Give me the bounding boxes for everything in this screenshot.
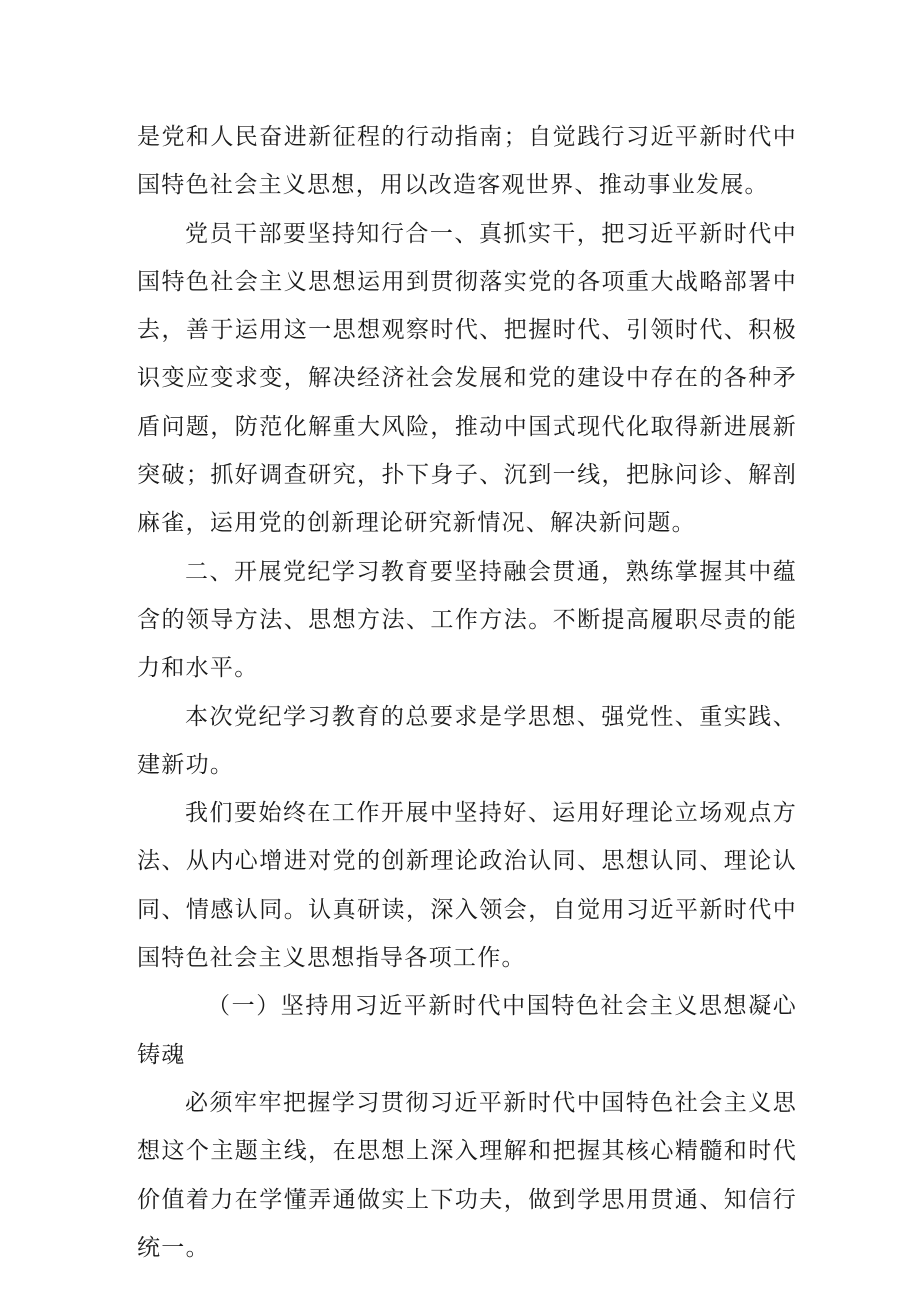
- document-body: [137, 113, 797, 1272]
- paragraph-general-requirement: 本次党纪学习教育的总要求是学思想、强党性、重实践、建新功。: [137, 703, 797, 778]
- paragraph-theory-identity: 我们要始终在工作开展中坚持好、运用好理论立场观点方法、从内心增进对党的创新理论政治认同、思想认同、理论认同、情感认同。认真研读，深入领会，自觉用习近平新时代中国特色社会主义思想指导各项工作。: [137, 800, 797, 972]
- paragraph-main-theme: 必须牢牢把握学习贯彻习近平新时代中国特色社会主义思想这个主题主线，在思想上深入理解和把握其核心精髓和时代价值着力在学懂弄通做实上下功夫，做到学思用贯通、知信行统一。: [137, 1089, 797, 1261]
- subsection-heading-one: （一）坚持用习近平新时代中国特色社会主义思想凝心铸魂: [137, 993, 797, 1068]
- paragraph-party-cadres: 党员干部要坚持知行合一、真抓实干，把习近平新时代中国特色社会主义思想运用到贯彻落实党的各项重大战略部署中去，善于运用这一思想观察时代、把握时代、引领时代、积极识变应变求变，解决经济社会发展和党的建设中存在的各种矛盾问题，防范化解重大风险，推动中国式现代化取得新进展新突破；抓好调查研究，扑下身子、沉到一线，把脉问诊、解剖麻雀，运用党的创新理论研究新情况、解决新问题。: [137, 220, 797, 537]
- section-heading-two: 二、开展党纪学习教育要坚持融会贯通，熟练掌握其中蕴含的领导方法、思想方法、工作方法。不断提高履职尽责的能力和水平。: [137, 558, 797, 682]
- paragraph-continuation: 是党和人民奋进新征程的行动指南；自觉践行习近平新时代中国特色社会主义思想，用以改造客观世界、推动事业发展。: [137, 124, 797, 199]
